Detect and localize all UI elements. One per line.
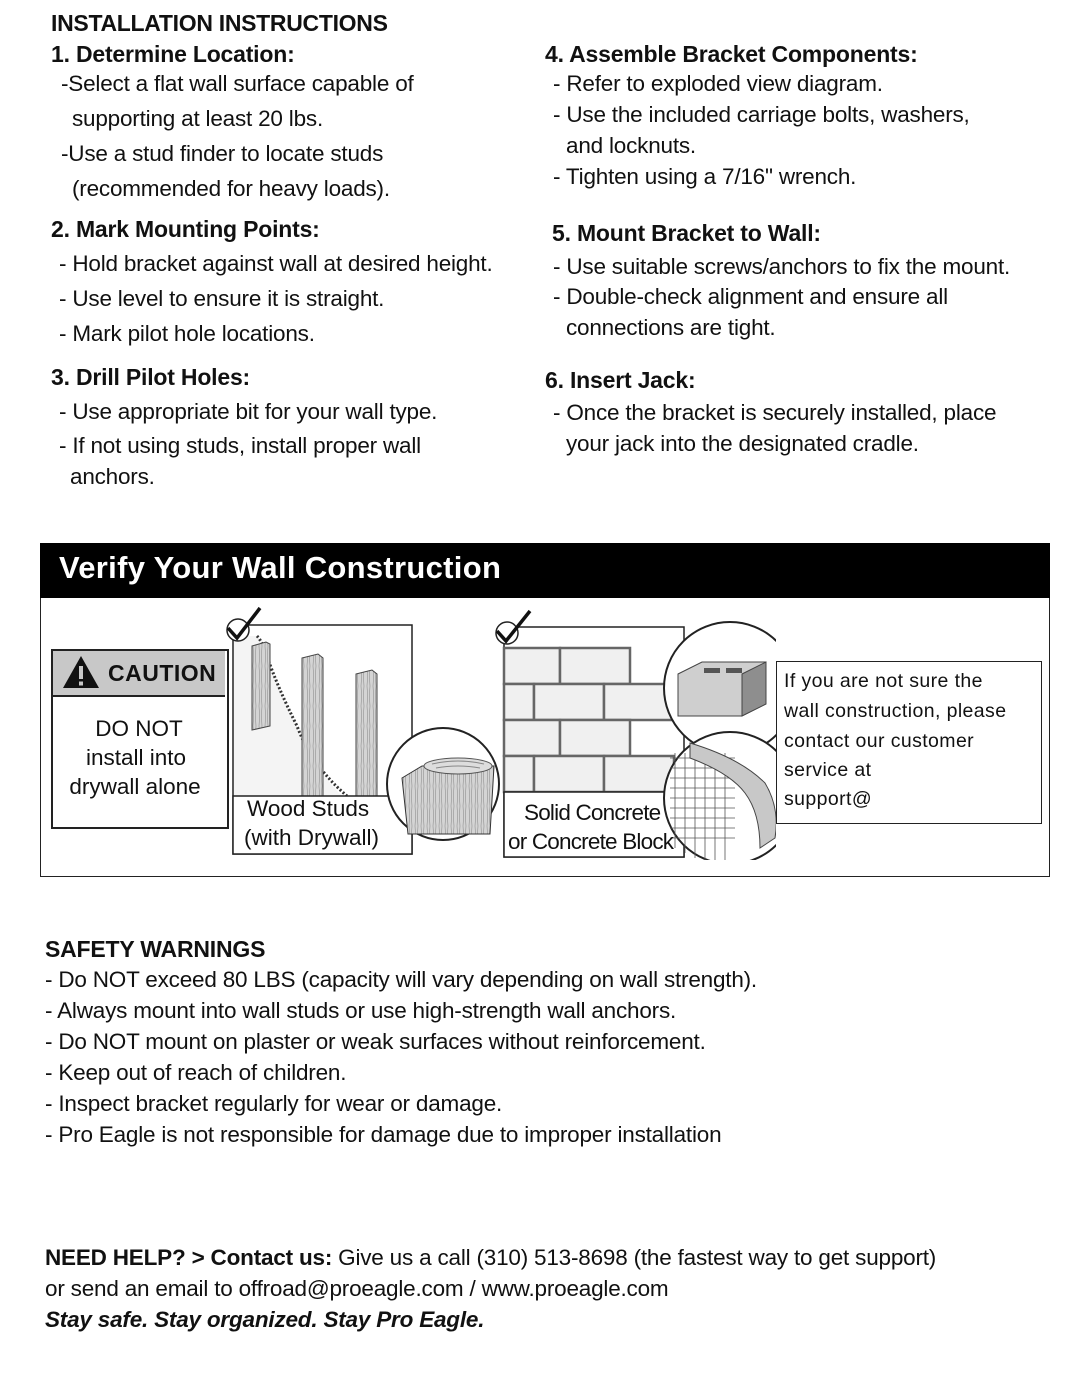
caution-label: CAUTION <box>108 660 217 686</box>
step1-line: -Select a flat wall surface capable of <box>61 71 414 96</box>
caution-text-line: drywall alone <box>69 774 201 799</box>
step3-line: - Use appropriate bit for your wall type. <box>59 399 438 424</box>
step6-line: - Once the bracket is securely installed, place <box>553 400 997 425</box>
step6-title: 6. Insert Jack: <box>545 367 696 393</box>
info-line: service at <box>784 759 872 781</box>
info-line: wall construction, please <box>784 700 1007 722</box>
step1-line: supporting at least 20 lbs. <box>72 106 324 131</box>
step5-title: 5. Mount Bracket to Wall: <box>552 220 821 246</box>
wood-studs-label: Wood Studs <box>247 796 370 821</box>
step6-line: your jack into the designated cradle. <box>566 431 919 456</box>
safety-line: - Pro Eagle is not responsible for damage due to improper installation <box>45 1122 722 1147</box>
concrete-label: or Concrete Block <box>508 829 674 854</box>
safety-line: - Inspect bracket regularly for wear or damage. <box>45 1091 503 1116</box>
step3-line: anchors. <box>70 464 155 489</box>
help-phone-text: Give us a call (310) 513-8698 (the fastest way to get support) <box>332 1245 937 1270</box>
step5-line: connections are tight. <box>566 315 776 340</box>
step1-line: -Use a stud finder to locate studs <box>61 141 384 166</box>
caution-text-line: DO NOT <box>95 716 183 741</box>
step4-line: - Use the included carriage bolts, washers, <box>553 102 970 127</box>
step4-line: and locknuts. <box>566 133 696 158</box>
step4-title: 4. Assemble Bracket Components: <box>545 41 918 67</box>
step4-line: - Tighten using a 7/16" wrench. <box>553 164 857 189</box>
instructions-heading: INSTALLATION INSTRUCTIONS <box>51 10 388 36</box>
safety-heading: SAFETY WARNINGS <box>45 936 266 962</box>
tagline: Stay safe. Stay organized. Stay Pro Eagle. <box>45 1307 485 1332</box>
step5-line: - Double-check alignment and ensure all <box>553 284 948 309</box>
safety-line: - Do NOT mount on plaster or weak surfaces without reinforcement. <box>45 1029 706 1054</box>
safety-line: - Always mount into wall studs or use high-strength wall anchors. <box>45 998 677 1023</box>
caution-text-line: install into <box>85 745 187 770</box>
help-email-line: or send an email to offroad@proeagle.com / www.proeagle.com <box>45 1276 669 1301</box>
step4-line: - Refer to exploded view diagram. <box>553 71 883 96</box>
info-line: contact our customer <box>784 730 975 752</box>
step1-line: (recommended for heavy loads). <box>72 176 390 201</box>
step2-line: - Use level to ensure it is straight. <box>59 286 385 311</box>
step3-line: - If not using studs, install proper wall <box>59 433 421 458</box>
step2-title: 2. Mark Mounting Points: <box>51 216 320 242</box>
step2-line: - Hold bracket against wall at desired height. <box>59 251 493 276</box>
concrete-label: Solid Concrete <box>524 800 661 825</box>
step2-line: - Mark pilot hole locations. <box>59 321 315 346</box>
safety-line: - Keep out of reach of children. <box>45 1060 347 1085</box>
help-line <box>45 1245 936 1271</box>
safety-line: - Do NOT exceed 80 LBS (capacity will vary depending on wall strength). <box>45 967 757 992</box>
warning-triangle-icon <box>61 654 101 690</box>
step1-title: 1. Determine Location: <box>51 41 295 67</box>
info-line: If you are not sure the <box>784 670 983 692</box>
verify-title: Verify Your Wall Construction <box>59 550 502 585</box>
step3-title: 3. Drill Pilot Holes: <box>51 364 251 390</box>
wood-studs-label: (with Drywall) <box>244 825 379 850</box>
info-line: support@ <box>784 788 873 810</box>
step5-line: - Use suitable screws/anchors to fix the mount. <box>553 254 1011 279</box>
help-label: NEED HELP? > Contact us: <box>45 1245 333 1270</box>
